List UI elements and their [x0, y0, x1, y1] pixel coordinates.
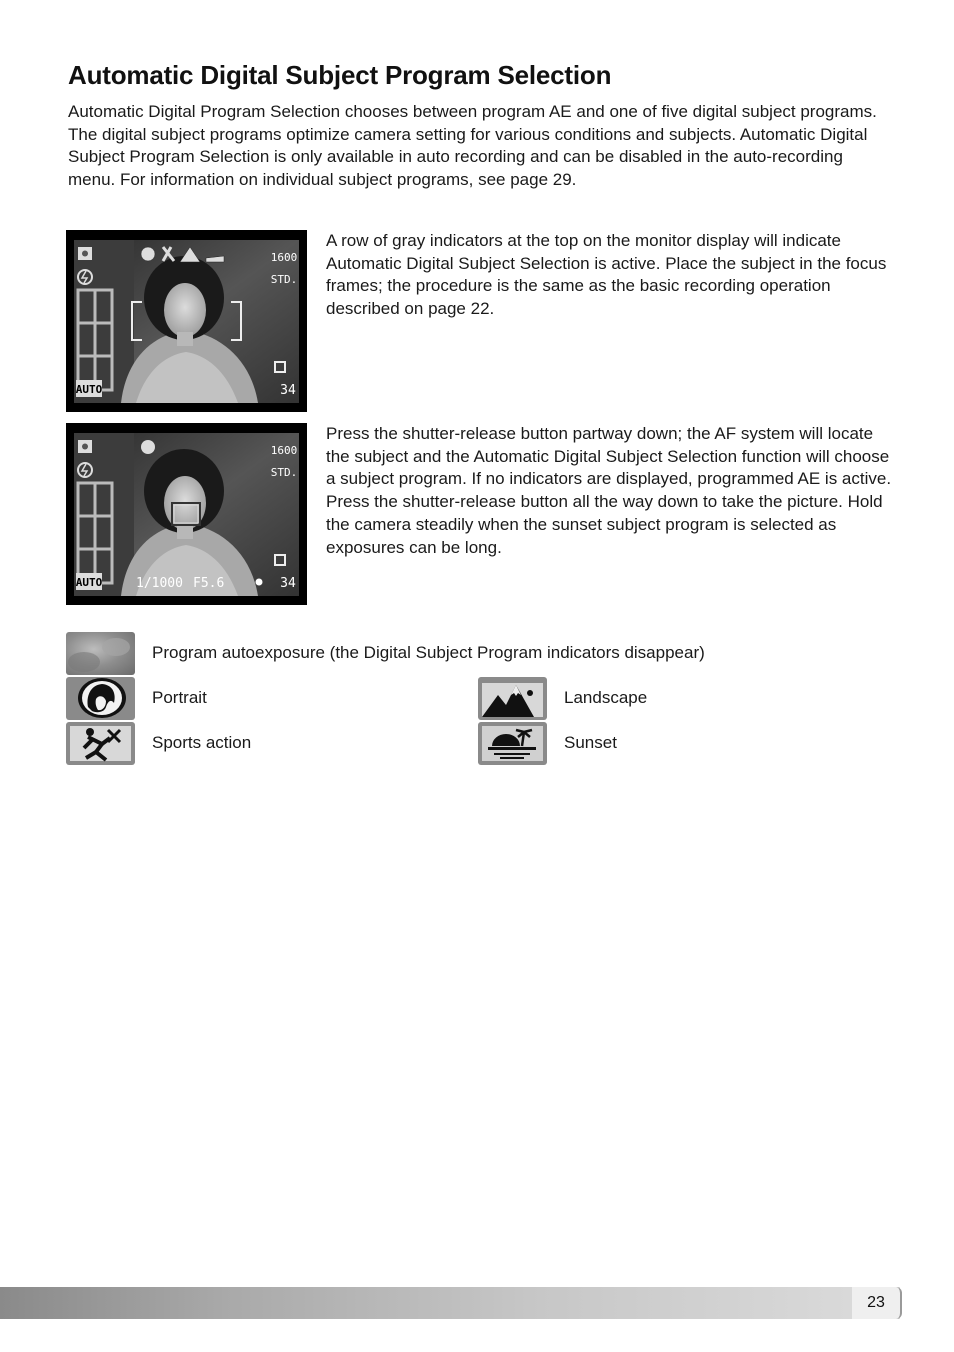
portrait-icon	[66, 677, 135, 720]
step1-description: A row of gray indicators at the top on the monitor display will indicate Automatic Digital Subject Selection is active. Place the subject in the focus frames; the procedure is the same as the basic recording operation described on page 22.	[326, 231, 887, 319]
page-title: Automatic Digital Subject Program Selection	[68, 60, 612, 90]
monitor-photo-before	[66, 230, 307, 412]
monitor-display-before	[66, 230, 307, 412]
monitor-quality-label: STD.	[270, 466, 298, 479]
monitor-mode-label: AUTO	[75, 383, 103, 396]
sunset-label: Sunset	[564, 733, 617, 752]
landscape-label: Landscape	[564, 688, 648, 707]
monitor-iso-label: 1600	[270, 444, 298, 457]
footer-bar	[0, 1287, 900, 1319]
sunset-icon	[478, 722, 547, 765]
monitor-quality-label: STD.	[270, 273, 298, 286]
page-number: 23	[867, 1294, 885, 1311]
monitor-frame-count: 34	[280, 383, 296, 398]
monitor-aperture: F5.6	[193, 576, 225, 591]
sports-action-icon	[66, 722, 135, 765]
monitor-photo-after	[66, 423, 307, 605]
intro-paragraph: Automatic Digital Program Selection chooses between program AE and one of five digital subject programs. The digital subject programs optimize camera setting for various conditions and subjects. Automatic Digital Subject Program Selection is only available in auto recording and can be disabled in the auto-recording menu. For information on individual subject programs, see page 29.	[68, 102, 877, 190]
monitor-frame-count: 34	[280, 576, 296, 591]
monitor-shutter-speed: 1/1000	[136, 576, 183, 591]
monitor-iso-label: 1600	[270, 251, 298, 264]
blurred-photo-icon	[66, 632, 135, 675]
step2-description: Press the shutter-release button partway down; the AF system will locate the subject and the Automatic Digital Subject Selection function will choose a subject program. If no indicators are displayed, programmed AE is active. Press the shutter-release button all the way down to take the picture. Hold the camera steadily when the sunset subject program is selected as exposures can be long.	[326, 424, 892, 557]
sports-action-label: Sports action	[152, 733, 252, 752]
monitor-display-after	[66, 423, 307, 605]
landscape-icon	[478, 677, 547, 720]
program-ae-label: Program autoexposure (the Digital Subject Program indicators disappear)	[152, 643, 705, 662]
portrait-label: Portrait	[152, 688, 207, 707]
monitor-mode-label: AUTO	[75, 576, 103, 589]
